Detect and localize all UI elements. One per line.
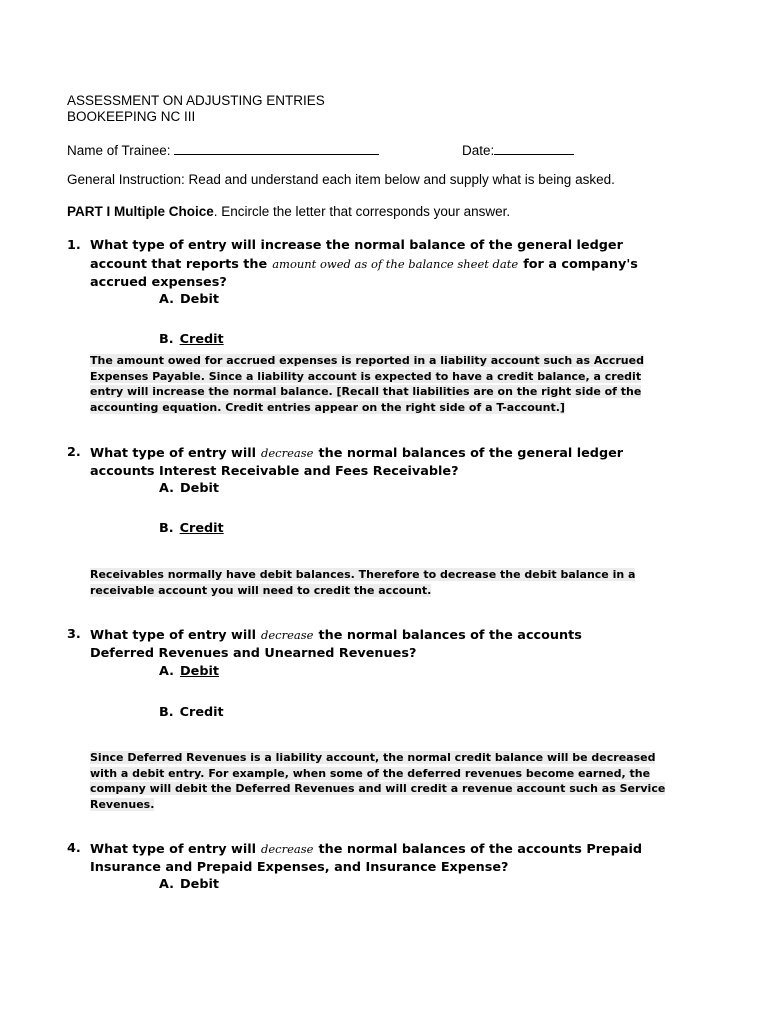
question-text-italic: decrease: [261, 842, 314, 856]
question-text-pre: What type of entry will increase the normal balance of the general ledger account that reports the: [90, 238, 623, 272]
question-text-post: the normal balances of the accounts Prepaid Insurance and Prepaid Expenses, and Insurance Expense?: [90, 842, 643, 875]
question-text-pre: What type of entry will: [90, 842, 256, 857]
option-text: Credit: [179, 705, 224, 720]
question-text-post: the normal balances of the accounts Deferred Revenues and Unearned Revenues?: [90, 628, 582, 661]
option-letter: A.: [159, 292, 175, 307]
option-text: Debit: [180, 292, 219, 307]
question-text-italic: decrease: [261, 446, 314, 460]
document-title: ASSESSMENT ON ADJUSTING ENTRIES: [67, 93, 325, 108]
part-one-heading: [67, 204, 510, 220]
question-text: [90, 840, 650, 877]
question-text: [90, 626, 650, 663]
name-of-trainee-row: [67, 140, 379, 159]
question-number: 2.: [67, 445, 81, 460]
option-text-answer: Credit: [179, 332, 224, 347]
option-text: Debit: [180, 481, 219, 496]
question-4-option-a[interactable]: [159, 877, 219, 893]
option-text: Debit: [180, 877, 219, 892]
question-1-explanation: [90, 353, 670, 415]
question-text-post: for a company's accrued expenses?: [90, 257, 638, 290]
explanation-text: Since Deferred Revenues is a liability account, the normal credit balance will be decreased with a debit entry. For example, when some of the deferred revenues become earned, the company will debit the Deferred Revenues and will credit a revenue account such as Service Revenues.: [90, 751, 666, 811]
part-label: PART I Multiple Choice: [67, 204, 214, 219]
question-2-explanation: [90, 567, 670, 598]
date-label: Date:: [462, 143, 495, 158]
question-number: 1.: [67, 238, 81, 253]
explanation-text: The amount owed for accrued expenses is reported in a liability account such as Accrued Expenses Payable. Since a liability account is expected to have a credit balance, a credit entry will increase the normal balance. [Recall that liabilities are on the right side of the accounting equation. Credit entries appear on the right side of a T-account.]: [90, 354, 644, 414]
question-text: [90, 444, 650, 481]
general-instruction: General Instruction: Read and understand each item below and supply what is being asked.: [67, 172, 615, 187]
name-label: Name of Trainee:: [67, 143, 171, 158]
part-instruction: . Encircle the letter that corresponds your answer.: [213, 204, 511, 219]
question-number: 4.: [67, 841, 81, 856]
name-blank-line[interactable]: [174, 140, 379, 155]
date-row: [462, 140, 574, 159]
option-letter: B.: [159, 705, 174, 720]
date-blank-line[interactable]: [494, 140, 574, 155]
explanation-text: Receivables normally have debit balances. Therefore to decrease the debit balance in a receivable account you will need to credit the account.: [90, 568, 636, 597]
question-text-pre: What type of entry will: [90, 446, 256, 461]
option-letter: A.: [159, 664, 175, 679]
question-number: 3.: [67, 627, 81, 642]
option-letter: B.: [159, 521, 174, 536]
question-2-option-a[interactable]: [159, 481, 219, 497]
question-3-option-a[interactable]: [159, 664, 219, 680]
option-letter: A.: [159, 877, 175, 892]
option-text-answer: Credit: [179, 521, 224, 536]
question-1-option-a[interactable]: [159, 292, 219, 308]
option-letter: A.: [159, 481, 175, 496]
question-3-explanation: [90, 750, 670, 812]
option-text-answer: Debit: [180, 664, 219, 679]
question-text-pre: What type of entry will: [90, 628, 256, 643]
document-subtitle: BOOKEEPING NC III: [67, 109, 196, 124]
question-1-option-b[interactable]: [159, 332, 224, 348]
question-2-option-b[interactable]: [159, 521, 224, 537]
question-text-italic: decrease: [261, 628, 314, 642]
question-text-italic: amount owed as of the balance sheet date: [272, 257, 519, 271]
question-3-option-b[interactable]: [159, 705, 224, 721]
question-text-post: the normal balances of the general ledger accounts Interest Receivable and Fees Receivable?: [90, 446, 624, 479]
option-letter: B.: [159, 332, 174, 347]
question-text: [90, 237, 650, 292]
